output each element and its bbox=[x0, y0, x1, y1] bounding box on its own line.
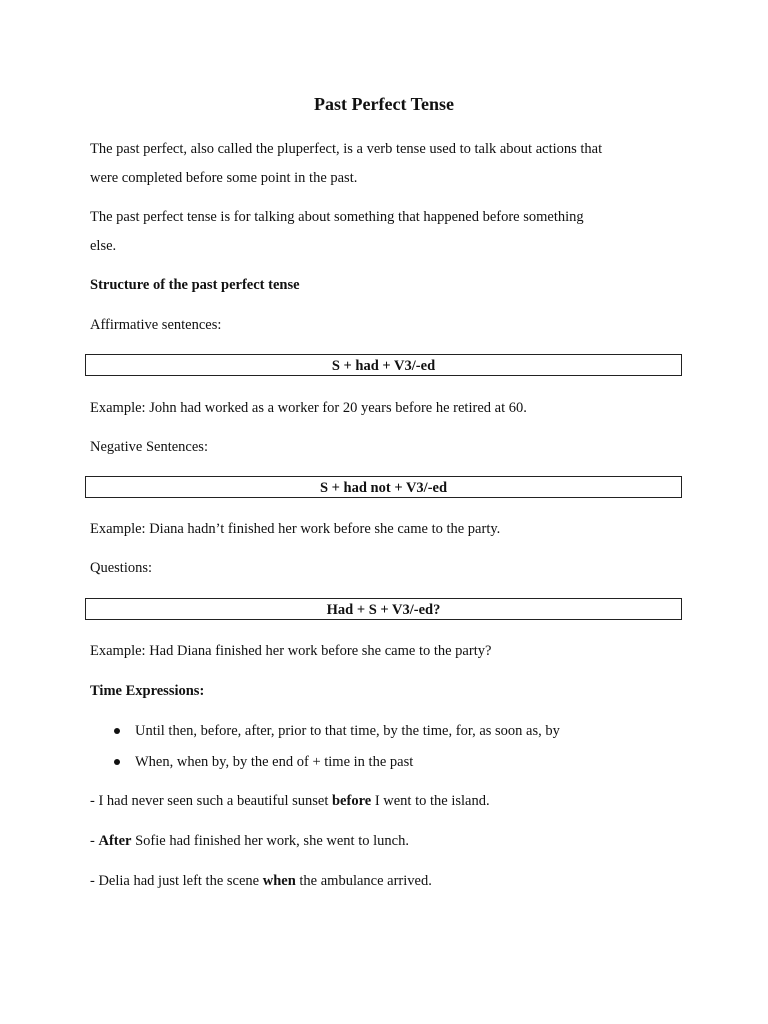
questions-formula-box: Had + S + V3/-ed? bbox=[85, 598, 682, 620]
example-sentence-1-keyword: before bbox=[331, 793, 372, 809]
questions-label: Questions: bbox=[90, 560, 153, 576]
negative-formula-box: S + had not + V3/-ed bbox=[85, 476, 682, 498]
example-sentence-2-keyword: After bbox=[98, 833, 132, 849]
time-expression-item-2: When, when by, by the end of + time in the past bbox=[135, 754, 414, 770]
affirmative-label: Affirmative sentences: bbox=[90, 317, 222, 333]
negative-label: Negative Sentences: bbox=[90, 439, 208, 455]
example-sentence-2 bbox=[90, 831, 409, 851]
example-sentence-3 bbox=[90, 871, 432, 891]
example-sentence-1-end: I went to the island. bbox=[371, 793, 490, 809]
example-sentence-3-keyword: when bbox=[262, 873, 296, 889]
intro-paragraph-1-line-1: The past perfect, also called the pluperfect, is a verb tense used to talk about actions that bbox=[90, 141, 603, 157]
page-title: Past Perfect Tense bbox=[314, 94, 454, 114]
questions-example: Example: Had Diana finished her work before she came to the party? bbox=[90, 643, 492, 659]
example-sentence-3-start: - Delia had just left the scene bbox=[90, 873, 263, 889]
bullet-dot bbox=[114, 759, 120, 765]
time-expressions-heading: Time Expressions: bbox=[90, 683, 205, 699]
intro-paragraph-1-line-2: were completed before some point in the past. bbox=[90, 170, 358, 186]
intro-paragraph-2-line-2: else. bbox=[90, 238, 117, 254]
affirmative-formula-box: S + had + V3/-ed bbox=[85, 354, 682, 376]
negative-example: Example: Diana hadn’t finished her work before she came to the party. bbox=[90, 521, 501, 537]
example-sentence-3-end: the ambulance arrived. bbox=[295, 873, 432, 889]
affirmative-example: Example: John had worked as a worker for 20 years before he retired at 60. bbox=[90, 400, 527, 416]
time-expression-item-1: Until then, before, after, prior to that time, by the time, for, as soon as, by bbox=[135, 723, 560, 739]
example-sentence-2-start: - bbox=[90, 833, 99, 849]
bullet-dot bbox=[114, 728, 120, 734]
intro-paragraph-2-line-1: The past perfect tense is for talking about something that happened before something bbox=[90, 209, 584, 225]
example-sentence-1-start: - I had never seen such a beautiful sunset bbox=[90, 793, 332, 809]
structure-heading: Structure of the past perfect tense bbox=[90, 277, 300, 293]
example-sentence-2-end: Sofie had finished her work, she went to lunch. bbox=[131, 833, 409, 849]
example-sentence-1 bbox=[90, 791, 490, 811]
